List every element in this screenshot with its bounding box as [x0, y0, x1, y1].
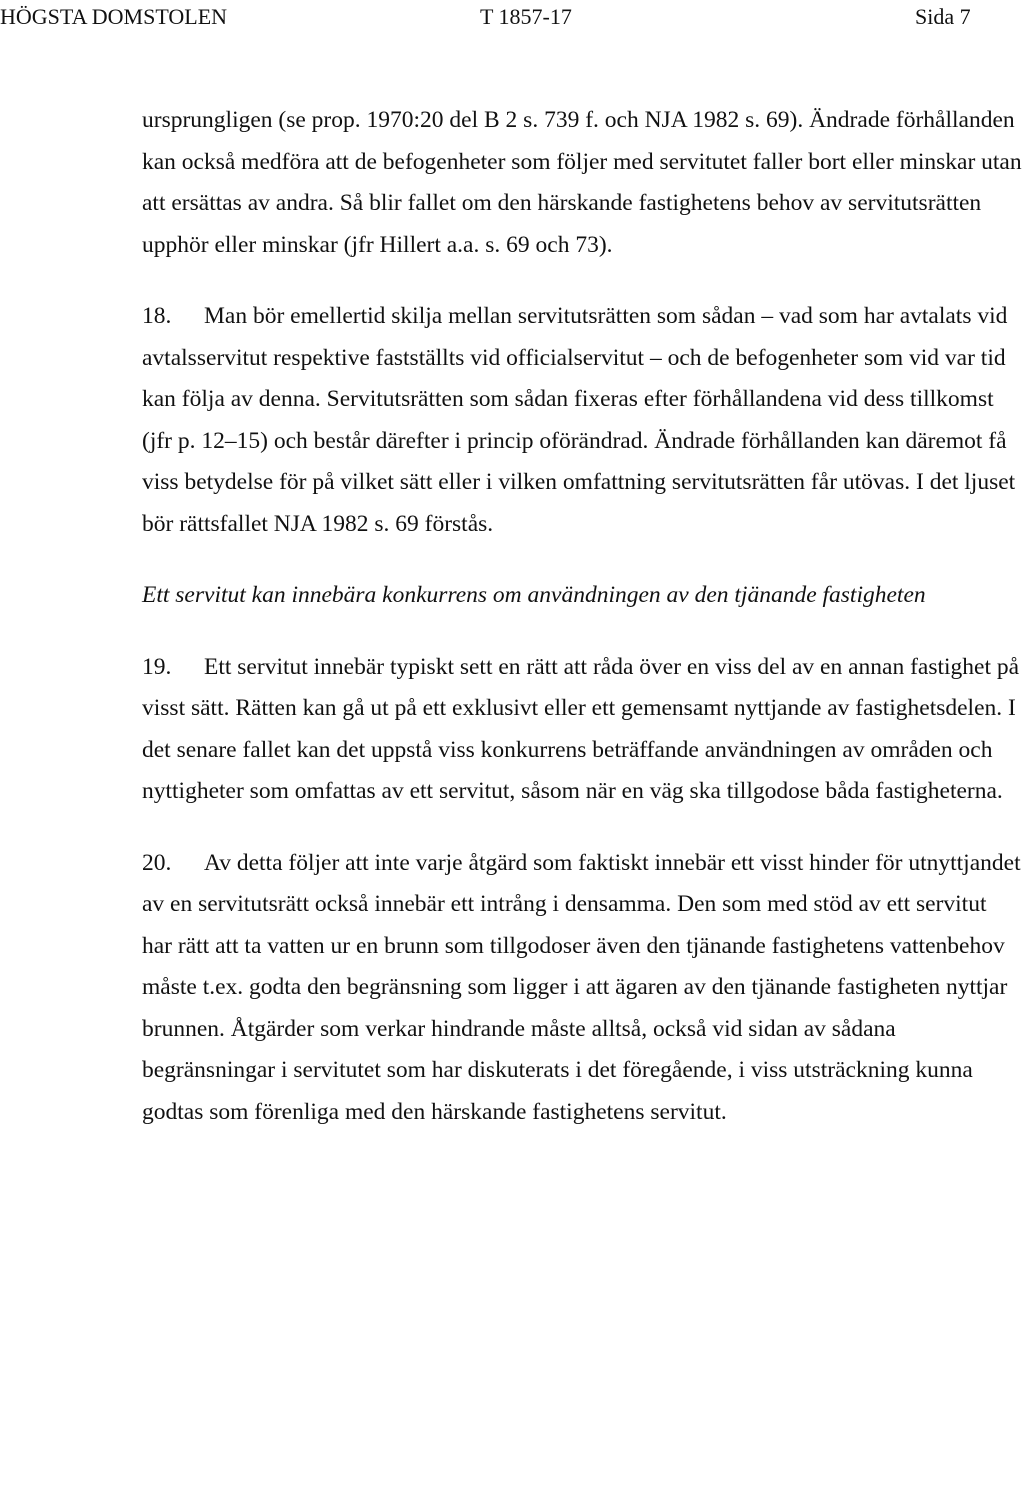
- document-body: [142, 100, 1022, 1133]
- paragraph-19: [142, 647, 1022, 813]
- court-name: HÖGSTA DOMSTOLEN: [0, 4, 228, 29]
- paragraph-number: 19.: [142, 653, 172, 680]
- paragraph-number: 18.: [142, 303, 172, 329]
- paragraph-17-continued: ursprungligen (se prop. 1970:20 del B 2 s. 739 f. och NJA 1982 s. 69). Ändrade förhållanden kan också medföra att de befogenheter som följer med servitutet faller bort eller minskar utan att ersättas av andra. Så blir fallet om den härskande fastighetens behov av servitutsrätten upphör eller minskar (jfr Hillert a.a. s. 69 och 73).: [142, 107, 1022, 258]
- section-subheading: Ett servitut kan innebära konkurrens om användningen av den tjänande fastigheten: [142, 582, 926, 608]
- case-number: T 1857-17: [480, 4, 572, 29]
- paragraph-text: Ett servitut innebär typiskt sett en rätt att råda över en viss del av en annan fastighet på visst sätt. Rätten kan gå ut på ett exklusivt eller ett gemensamt nyttjande av fastighetsdelen. I det senare fallet kan det uppstå viss konkurrens beträffande användningen av områden och nyttigheter som omfattas av ett servitut, såsom när en väg ska tillgodose båda fastigheterna.: [142, 653, 1020, 804]
- page-header: [0, 2, 1024, 32]
- paragraph-text: Av detta följer att inte varje åtgärd som faktiskt innebär ett visst hinder för utnyttjandet av en servitutsrätt också innebär ett intrång i densamma. Den som med stöd av ett servitut har rätt att ta vatten ur en brunn som tillgodoser även den tjänande fastighetens vattenbehov måste t.ex. godta den begränsning som ligger i att ägaren av den tjänande fastigheten nyttjar brunnen. Åtgärder som verkar hindrande måste alltså, också vid sidan av sådana begränsningar i servitutet som har diskuterats i det föregående, i viss utsträckning kunna godtas som förenliga med den härskande fastighetens servitut.: [142, 849, 1021, 1125]
- paragraph-20: [142, 843, 1022, 1134]
- paragraph-number: 20.: [142, 849, 172, 876]
- paragraph-18: [142, 296, 1022, 545]
- paragraph-text: Man bör emellertid skilja mellan servitutsrätten som sådan – vad som har avtalats vid avtalsservitut respektive fastställts vid officialservitut – och de befogenheter som vid var tid kan följa av denna. Servitutsrätten som sådan fixeras efter förhållandena vid dess tillkomst (jfr p. 12–15) och består därefter i princip oförändrad. Ändrade förhållanden kan däremot få viss betydelse för på vilket sätt eller i vilken omfattning servitutsrätten får utövas. I det ljuset bör rättsfallet NJA 1982 s. 69 förstås.: [142, 303, 1016, 537]
- page-number: Sida 7: [915, 4, 971, 29]
